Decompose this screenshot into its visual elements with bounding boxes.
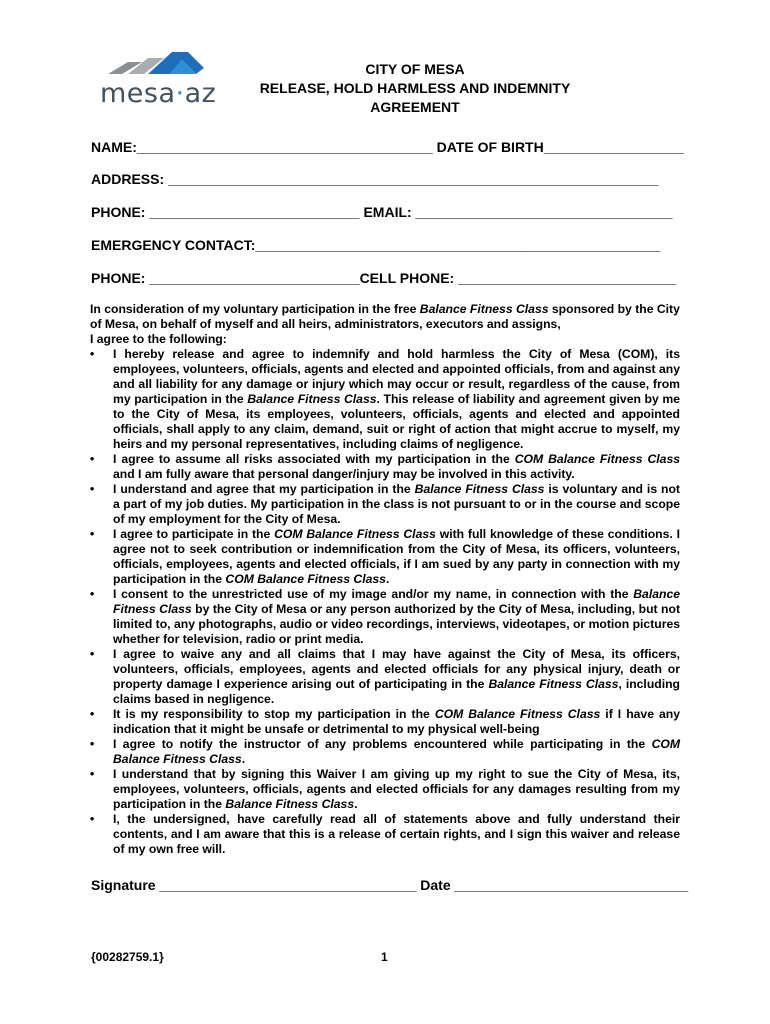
emergency-contact-field[interactable]: EMERGENCY CONTACT:____________________________________________________ — [91, 237, 661, 253]
mesa-az-logo — [100, 50, 220, 110]
phone-email-field[interactable]: PHONE: ___________________________ EMAIL: _________________________________ — [91, 204, 673, 220]
list-item: • I agree to participate in the COM Balance Fitness Class with full knowledge of these conditions. I agree not to seek contribution or indemnification from the City of Mesa, its officers, volunteers, officials, employees, agents and elected officials, if I am sued by any party in connection with my participation in the COM Balance Fitness Class. — [90, 527, 680, 587]
document-id: {00282759.1} — [91, 950, 164, 964]
name-dob-field[interactable]: NAME:______________________________________ DATE OF BIRTH__________________ — [91, 139, 684, 155]
title-line-2: RELEASE, HOLD HARMLESS AND INDEMNITY — [259, 80, 571, 96]
list-item: • I agree to waive any and all claims that I may have against the City of Mesa, its officers, volunteers, officials, employees, agents and elected officials for any physical injury, death or property damage I experience arising out of participating in the Balance Fitness Class, including claims based in negligence. — [90, 647, 680, 707]
list-item: • I hereby release and agree to indemnify and hold harmless the City of Mesa (COM), its employees, volunteers, officials, agents and elected and appointed officials, from and against any and all liability for any damage or injury which may occur or result, regardless of the cause, from my participation in the Balance Fitness Class. This release of liability and agreement given by me to the City of Mesa, its employees, volunteers, officials, agents and elected and appointed officials, shall apply to any claim, demand, suit or right of action that might accrue to myself, my heirs and my personal representatives, including claims of negligence. — [90, 347, 680, 452]
phone-cell-field[interactable]: PHONE: ___________________________CELL PHONE: ____________________________ — [91, 270, 677, 286]
title-line-3: AGREEMENT — [370, 99, 460, 115]
document-title — [240, 60, 590, 117]
terms-list — [90, 347, 680, 857]
page-number: 1 — [381, 950, 388, 964]
list-item: • I understand and agree that my participation in the Balance Fitness Class is voluntary and is not a part of my job duties. My participation in the class is not pursuant to or in the course and scope of my employment for the City of Mesa. — [90, 482, 680, 527]
address-field[interactable]: ADDRESS: _______________________________________________________________ — [91, 171, 659, 187]
intro-paragraph: In consideration of my voluntary participation in the free Balance Fitness Class sponsored by the City of Mesa, on behalf of myself and all heirs, administrators, executors and assigns, — [90, 302, 680, 331]
agreement-body — [90, 302, 680, 857]
list-item: • I understand that by signing this Waiver I am giving up my right to sue the City of Mesa, its, employees, volunteers, officials, agents and elected officials for any damages resulting from my participation in the Balance Fitness Class. — [90, 767, 680, 812]
logo-mark-icon — [100, 50, 212, 80]
title-line-1: CITY OF MESA — [365, 61, 465, 77]
list-item: • I agree to notify the instructor of any problems encountered while participating in the COM Balance Fitness Class. — [90, 737, 680, 767]
list-item: • I consent to the unrestricted use of my image and/or my name, in connection with the Balance Fitness Class by the City of Mesa or any person authorized by the City of Mesa, including, but not limited to, any photographs, audio or video recordings, interviews, videotapes, or motion pictures whether for television, radio or print media. — [90, 587, 680, 647]
signature-date-field[interactable]: Signature _________________________________ Date ______________________________ — [91, 877, 689, 893]
list-item: • I agree to assume all risks associated with my participation in the COM Balance Fitness Class and I am fully aware that personal danger/injury may be involved in this activity. — [90, 452, 680, 482]
logo-wordmark: mesa·az — [100, 78, 217, 109]
list-item: • It is my responsibility to stop my participation in the COM Balance Fitness Class if I have any indication that it might be unsafe or detrimental to my physical well-being — [90, 707, 680, 737]
list-item: • I, the undersigned, have carefully read all of statements above and fully understand their contents, and I am aware that this is a release of certain rights, and I sign this waiver and release of my own free will. — [90, 812, 680, 857]
intro-agree-line: I agree to the following: — [90, 332, 227, 346]
